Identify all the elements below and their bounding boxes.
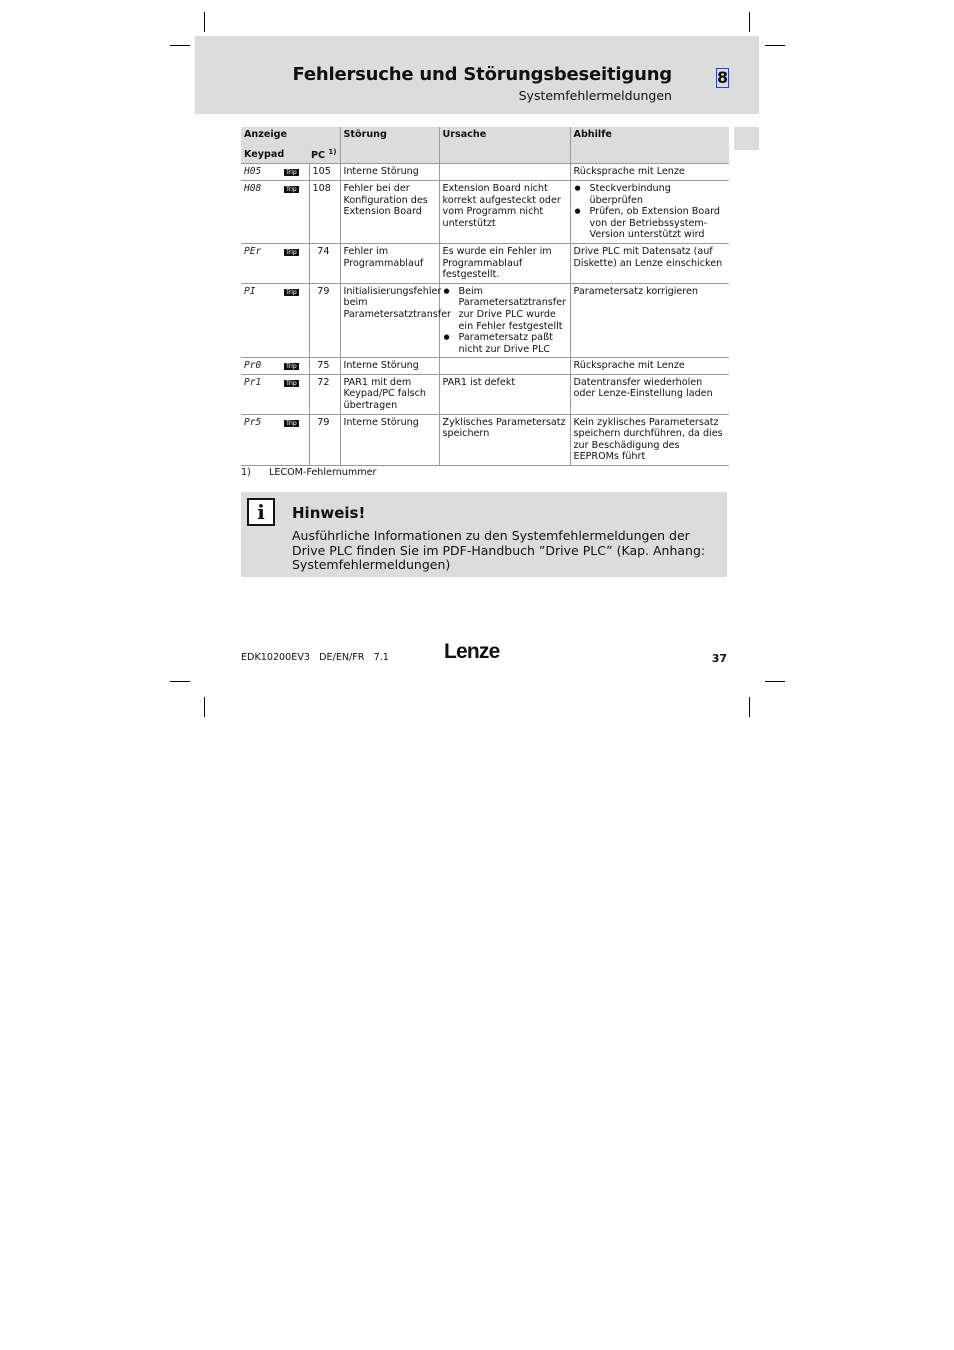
abhilfe-cell bbox=[570, 358, 729, 375]
list-item: ● Prüfen, ob Extension Board von der Betriebssystem-Version unterstützt wird bbox=[574, 206, 727, 241]
abhilfe-cell bbox=[570, 180, 729, 243]
keypad-code bbox=[241, 374, 281, 414]
table-row bbox=[241, 414, 729, 465]
trip-cell bbox=[281, 358, 309, 375]
ursache-cell-list bbox=[443, 286, 567, 356]
abhilfe-cell-text: Parametersatz korrigieren bbox=[573, 285, 698, 297]
crop-mark bbox=[749, 12, 750, 32]
abhilfe-cell bbox=[570, 374, 729, 414]
chapter-number[interactable]: 8 bbox=[717, 68, 729, 87]
crop-mark bbox=[749, 697, 750, 717]
table-row bbox=[241, 180, 729, 243]
keypad-code-text: Pr5 bbox=[244, 416, 262, 428]
page-number: 37 bbox=[711, 652, 727, 665]
lenze-logo: Lenze bbox=[444, 640, 500, 663]
table-row bbox=[241, 243, 729, 283]
header-pc bbox=[309, 143, 340, 164]
abhilfe-cell bbox=[570, 164, 729, 181]
keypad-code bbox=[241, 243, 281, 283]
trip-cell bbox=[281, 283, 309, 358]
abhilfe-cell-text: Drive PLC mit Datensatz (auf Diskette) an Lenze einschicken bbox=[573, 245, 723, 269]
ursache-cell-text: Es wurde ein Fehler im Programmablauf festgestellt. bbox=[442, 245, 552, 281]
header-pc-label: PC bbox=[311, 149, 326, 161]
abhilfe-cell-text: Rücksprache mit Lenze bbox=[573, 360, 685, 372]
trip-badge: Trip bbox=[286, 363, 297, 371]
document-id: EDK10200EV3 DE/EN/FR 7.1 bbox=[241, 652, 389, 663]
table-header-row bbox=[241, 127, 729, 143]
crop-mark bbox=[204, 12, 205, 32]
page-subtitle: Systemfehlermeldungen bbox=[518, 88, 672, 103]
pc-number: 75 bbox=[309, 358, 340, 375]
table-row bbox=[241, 164, 729, 181]
pc-number: 72 bbox=[309, 374, 340, 414]
pc-number: 74 bbox=[309, 243, 340, 283]
trip-badge: Trip bbox=[286, 169, 297, 177]
stoerung-cell: Interne Störung bbox=[340, 414, 439, 465]
keypad-code bbox=[241, 180, 281, 243]
page-title: Fehlersuche und Störungsbeseitigung bbox=[292, 64, 672, 85]
abhilfe-cell-text: Datentransfer wiederholen oder Lenze-Einstellung laden bbox=[573, 376, 713, 400]
keypad-code bbox=[241, 283, 281, 358]
keypad-code-text: Pr1 bbox=[244, 376, 262, 388]
error-table bbox=[241, 127, 729, 466]
crop-mark bbox=[204, 697, 205, 717]
list-item: ● Parametersatz paßt nicht zur Drive PLC bbox=[443, 332, 567, 355]
ursache-cell bbox=[439, 414, 570, 465]
note-box bbox=[241, 492, 727, 577]
trip-badge: Trip bbox=[286, 185, 297, 193]
ursache-cell bbox=[439, 243, 570, 283]
ursache-cell-text: Extension Board nicht korrekt aufgesteckt oder vom Programm nicht unterstützt bbox=[442, 182, 561, 229]
header-stoerung: Störung bbox=[340, 127, 439, 164]
keypad-code bbox=[241, 358, 281, 375]
stoerung-cell: Interne Störung bbox=[340, 164, 439, 181]
header-keypad: Keypad bbox=[241, 143, 309, 164]
keypad-code-text: H08 bbox=[244, 182, 262, 194]
ursache-cell bbox=[439, 374, 570, 414]
keypad-code-text: PEr bbox=[244, 245, 262, 257]
trip-badge: Trip bbox=[286, 419, 297, 427]
ursache-cell-text: Zyklisches Parametersatz speichern bbox=[442, 416, 566, 440]
pc-number: 79 bbox=[309, 283, 340, 358]
table-row bbox=[241, 374, 729, 414]
trip-badge: Trip bbox=[286, 288, 297, 296]
footnote-text: LECOM-Fehlernummer bbox=[269, 467, 377, 478]
table-row bbox=[241, 283, 729, 358]
header-anzeige: Anzeige bbox=[241, 127, 340, 143]
note-text: Ausführliche Informationen zu den Systemfehlermeldungen der Drive PLC finden Sie im PDF-Handbuch ”Drive PLC” (Kap. Anhang: Systemfehlermeldungen) bbox=[292, 528, 706, 572]
keypad-code bbox=[241, 414, 281, 465]
keypad-code-text: Pr0 bbox=[244, 360, 262, 372]
note-title: Hinweis! bbox=[292, 504, 366, 522]
keypad-code-text: H05 bbox=[244, 166, 262, 178]
abhilfe-cell bbox=[570, 243, 729, 283]
trip-cell bbox=[281, 243, 309, 283]
crop-mark bbox=[170, 681, 190, 682]
pc-number: 108 bbox=[309, 180, 340, 243]
abhilfe-cell bbox=[570, 414, 729, 465]
crop-mark bbox=[765, 45, 785, 46]
trip-cell bbox=[281, 374, 309, 414]
stoerung-cell: Interne Störung bbox=[340, 358, 439, 375]
crop-mark bbox=[170, 45, 190, 46]
list-item: ● Beim Parametersatztransfer zur Drive PLC wurde ein Fehler festgestellt bbox=[443, 286, 567, 332]
trip-badge: Trip bbox=[286, 379, 297, 387]
stoerung-cell: Fehler bei der Konfiguration des Extension Board bbox=[340, 180, 439, 243]
trip-badge: Trip bbox=[286, 248, 297, 256]
stoerung-cell: Fehler im Programmablauf bbox=[340, 243, 439, 283]
info-icon: i bbox=[247, 498, 275, 526]
stoerung-cell: PAR1 mit dem Keypad/PC falsch übertragen bbox=[340, 374, 439, 414]
abhilfe-cell-text: Rücksprache mit Lenze bbox=[573, 166, 685, 178]
footnote-ref: 1) bbox=[328, 147, 337, 156]
footnote-mark: 1) bbox=[241, 467, 251, 478]
side-tab bbox=[734, 127, 759, 150]
keypad-code-text: PI bbox=[244, 285, 256, 297]
stoerung-cell: Initialisierungsfehler beim Parametersatztransfer bbox=[340, 283, 439, 358]
ursache-cell-text: PAR1 ist defekt bbox=[442, 376, 516, 388]
crop-mark bbox=[765, 681, 785, 682]
header-abhilfe: Abhilfe bbox=[570, 127, 729, 164]
list-item: ● Steckverbindung überprüfen bbox=[574, 183, 727, 206]
abhilfe-cell-text: Kein zyklisches Parametersatz speichern durchführen, da dies zur Beschädigung des EEPROMs führt bbox=[573, 416, 723, 463]
abhilfe-cell-list bbox=[574, 183, 727, 241]
pc-number: 79 bbox=[309, 414, 340, 465]
keypad-code bbox=[241, 164, 281, 181]
ursache-cell bbox=[439, 164, 570, 181]
ursache-cell bbox=[439, 283, 570, 358]
trip-cell bbox=[281, 414, 309, 465]
pc-number: 105 bbox=[309, 164, 340, 181]
footnote bbox=[241, 467, 376, 478]
table-row bbox=[241, 358, 729, 375]
abhilfe-cell bbox=[570, 283, 729, 358]
ursache-cell bbox=[439, 180, 570, 243]
trip-cell bbox=[281, 180, 309, 243]
ursache-cell bbox=[439, 358, 570, 375]
trip-cell bbox=[281, 164, 309, 181]
header-ursache: Ursache bbox=[439, 127, 570, 164]
